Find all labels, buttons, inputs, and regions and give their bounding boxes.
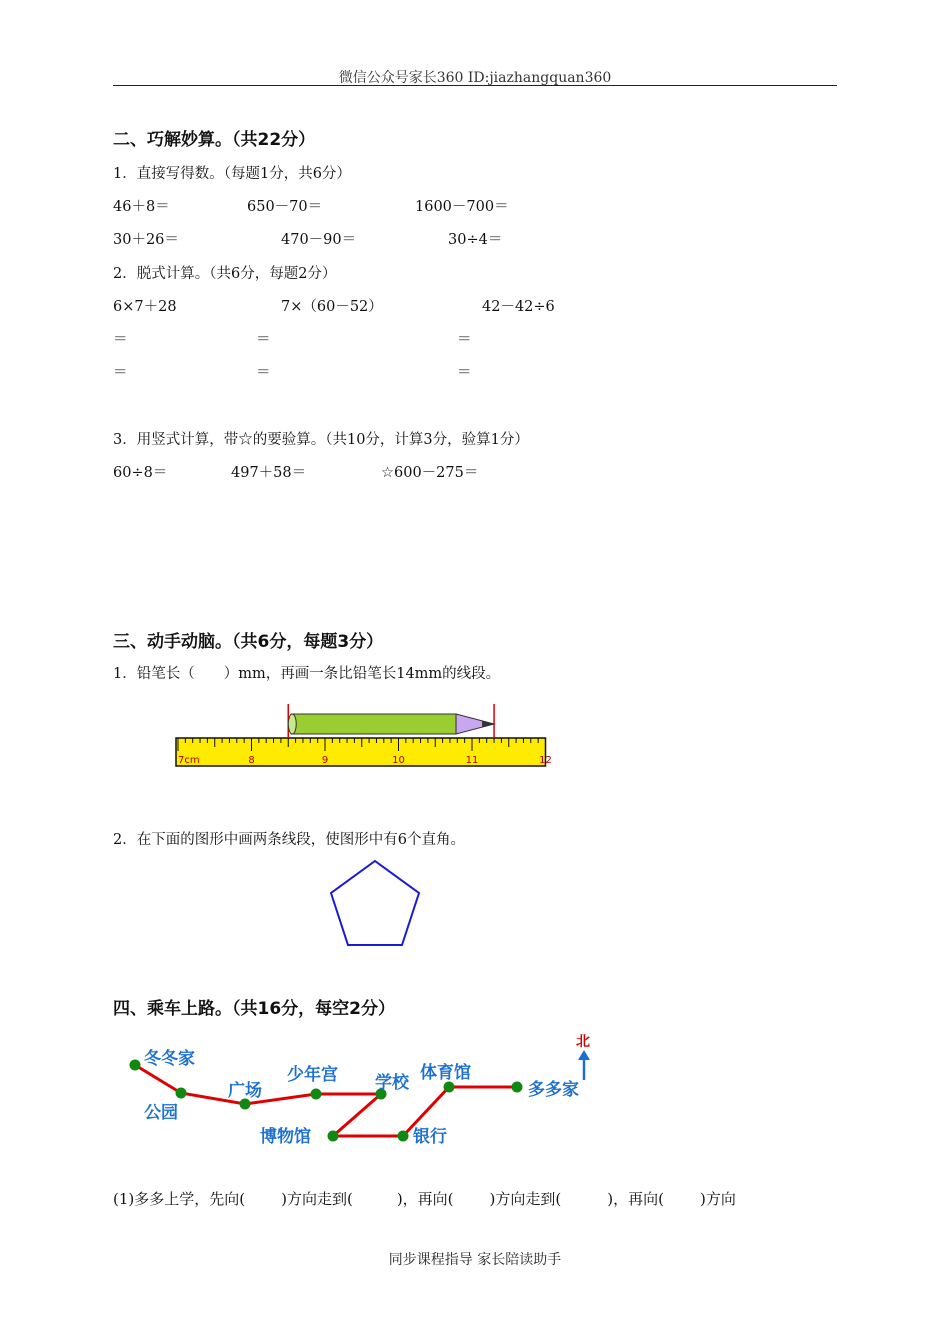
ruler-label: 12 — [539, 755, 552, 766]
section3-title: 三、动手动脑。（共6分，每题3分） — [113, 632, 384, 652]
pentagon-shape — [331, 861, 419, 945]
page-header: 微信公众号家长360 ID:jiazhangquan360 — [338, 70, 612, 86]
place-label: 公园 — [144, 1103, 178, 1123]
s2-q1-item: 30÷4＝ — [448, 232, 503, 248]
ruler-label: 11 — [465, 755, 479, 766]
s2-q3-problem: ☆600－275＝ — [381, 465, 479, 481]
place-label: 广场 — [228, 1081, 262, 1101]
s2-q3-problem: 60÷8＝ — [113, 465, 168, 481]
s4-q1-part: )方向 — [699, 1190, 736, 1208]
s4-q1-text — [113, 1188, 736, 1209]
s4-q1-part: )，再向( — [396, 1190, 454, 1208]
equals-sign: ＝ — [113, 365, 128, 381]
pencil-body — [291, 714, 456, 734]
route-map — [110, 1030, 610, 1155]
s2-q1-item: 46＋8＝ — [113, 199, 170, 215]
route-node — [311, 1089, 322, 1100]
route-node — [328, 1131, 339, 1142]
north-label: 北 — [576, 1034, 590, 1050]
place-label: 体育馆 — [420, 1063, 471, 1083]
s2-q2-problem: 7×（60－52） — [281, 299, 383, 315]
s2-q1-item: 1600－700＝ — [415, 199, 509, 215]
section4-title: 四、乘车上路。（共16分，每空2分） — [113, 999, 395, 1019]
place-label: 学校 — [375, 1073, 409, 1093]
place-label: 银行 — [413, 1127, 447, 1147]
pencil-lead — [482, 721, 494, 727]
s2-q3-title: 3．用竖式计算，带☆的要验算。（共10分，计算3分，验算1分） — [113, 432, 529, 448]
s2-q3-problem: 497＋58＝ — [231, 465, 307, 481]
north-arrow-icon — [578, 1050, 590, 1060]
equals-sign: ＝ — [457, 365, 472, 381]
ruler-label: 8 — [248, 755, 255, 766]
header-divider — [113, 85, 837, 86]
route-node — [398, 1131, 409, 1142]
route-node — [130, 1060, 141, 1071]
route-node — [512, 1082, 523, 1093]
ruler-label: 9 — [321, 755, 329, 766]
s2-q2-problem: 6×7＋28 — [113, 299, 177, 315]
equals-sign: ＝ — [457, 332, 472, 348]
route-node — [176, 1088, 187, 1099]
s4-q1-part: (1)多多上学，先向( — [113, 1190, 246, 1208]
pencil-end — [288, 714, 296, 734]
s2-q1-item: 650－70＝ — [247, 199, 323, 215]
equals-sign: ＝ — [256, 365, 271, 381]
s2-q1-title: 1．直接写得数。（每题1分，共6分） — [113, 166, 351, 182]
pentagon-figure — [320, 855, 430, 955]
s2-q2-problem: 42－42÷6 — [482, 299, 555, 315]
equals-sign: ＝ — [256, 332, 271, 348]
ruler-figure — [170, 700, 560, 775]
s4-q1-part: )方向走到( — [281, 1190, 353, 1208]
ruler-label: 7cm — [178, 755, 200, 766]
equals-sign: ＝ — [113, 332, 128, 348]
place-label: 冬冬家 — [144, 1049, 195, 1069]
place-label: 博物馆 — [260, 1127, 311, 1147]
s4-q1-part: )，再向( — [607, 1190, 664, 1208]
place-label: 多多家 — [528, 1080, 579, 1100]
s2-q2-title: 2．脱式计算。（共6分，每题2分） — [113, 266, 337, 282]
s3-q2-title: 2．在下面的图形中画两条线段，使图形中有6个直角。 — [113, 832, 465, 848]
s2-q1-item: 470－90＝ — [281, 232, 357, 248]
ruler-label: 10 — [392, 755, 405, 766]
page-footer: 同步课程指导 家长陪读助手 — [388, 1252, 562, 1268]
place-label: 少年宫 — [287, 1065, 338, 1085]
s2-q1-item: 30＋26＝ — [113, 232, 179, 248]
ruler-body — [176, 738, 546, 766]
route-node — [444, 1082, 455, 1093]
s4-q1-part: )方向走到( — [489, 1190, 562, 1208]
section2-title: 二、巧解妙算。（共22分） — [113, 130, 316, 150]
s3-q1-title: 1．铅笔长（ ）mm，再画一条比铅笔长14mm的线段。 — [113, 666, 501, 682]
